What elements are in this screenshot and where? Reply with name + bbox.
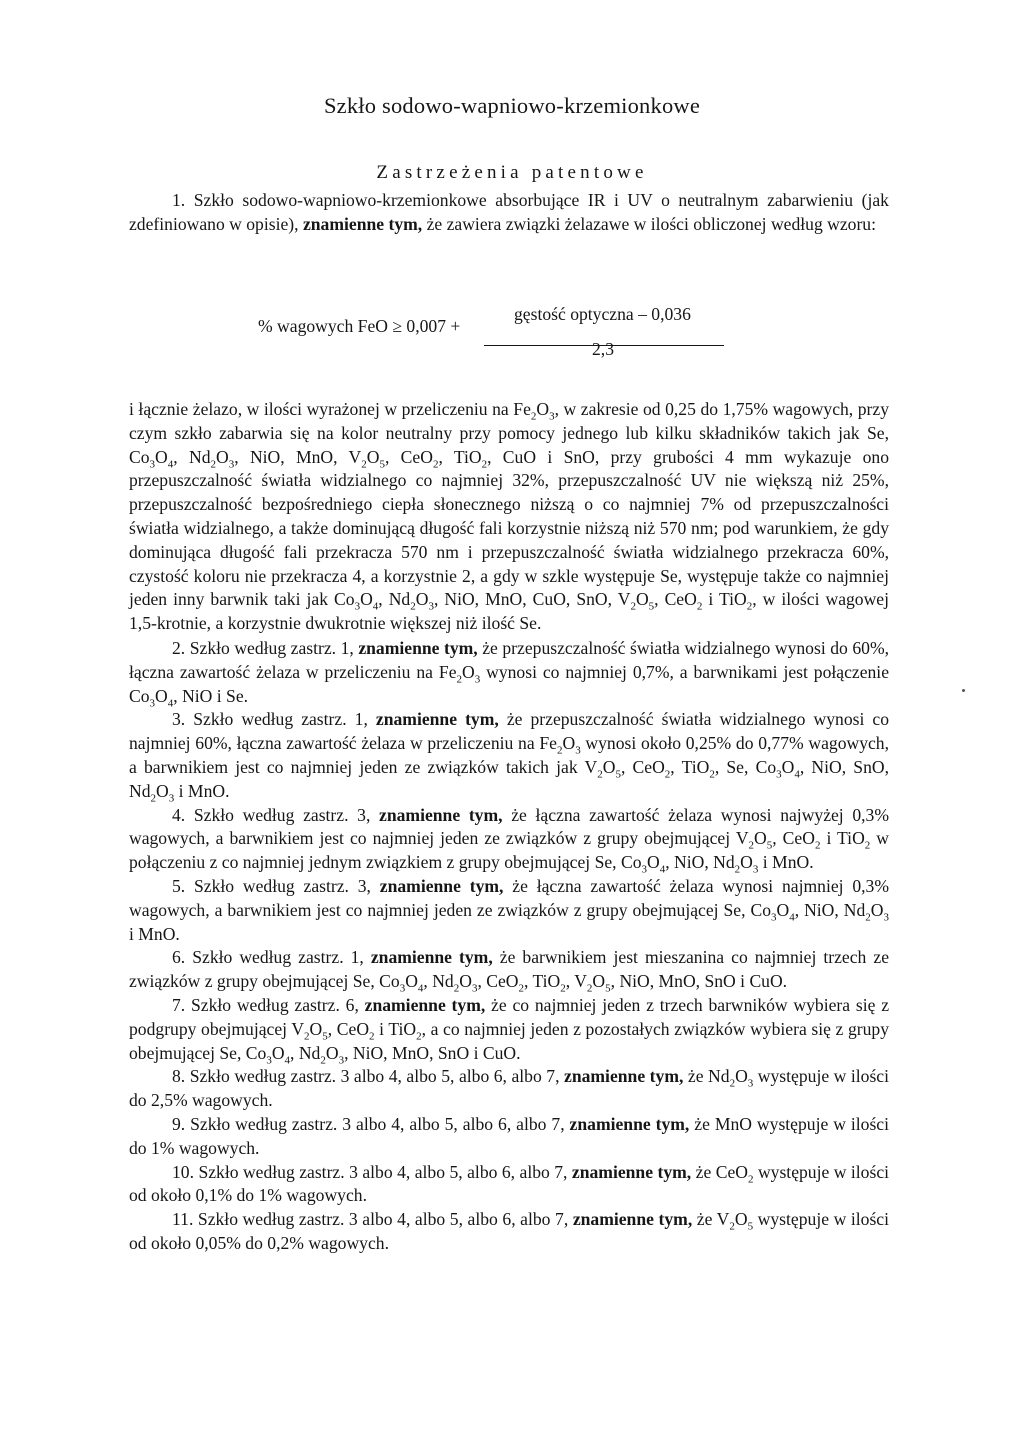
claim-text: że przepuszczalność światła widzialnego wynosi do 60%, łączna zawartość żelaza w przeliczeniu na $Fe_2O_3$ wynosi co najmniej 0,7%, a barwnikami jest połączenie $Co_3O_4$, NiO i Se. — [129, 638, 890, 710]
claim-1-intro — [129, 189, 889, 237]
claim-1-intro-text: Szkło sodowo-wapniowo-krzemionkowe absorbujące IR i UV o neutralnym zabarwieniu (jak zdefiniowano w opisie), — [129, 190, 889, 234]
formula-lhs: % wagowych FeO ≥ 0,007 + — [258, 316, 461, 336]
claim-bold: znamienne tym, — [571, 1161, 692, 1182]
claim-bold: znamienne tym, — [379, 804, 503, 825]
claim-9 — [129, 1113, 889, 1161]
claim-1-bold: znamienne tym, — [302, 213, 423, 234]
claim-2 — [129, 637, 889, 708]
claim-5 — [129, 875, 889, 946]
claim-bold: znamienne tym, — [358, 638, 478, 658]
claim-text: że łączna zawartość żelaza wynosi najmniej 0,3% wagowych, a barwnikiem jest co najmniej jeden ze związków z grupy obejmującej Se, $Co_3O_4$, NiO, $Nd_2O_3$ i MnO. — [129, 875, 890, 944]
feo-formula — [258, 301, 738, 373]
claim-bold: znamienne tym, — [375, 709, 499, 730]
scan-speck — [962, 689, 965, 692]
claim-prefix: 7. Szkło według zastrz. 6, — [172, 994, 365, 1015]
claim-11 — [129, 1208, 889, 1256]
claim-1-intro-end: że zawiera związki żelazawe w ilości obliczonej według wzoru: — [426, 213, 876, 234]
claim-text: że CeO$_2$ występuje w ilości od około 0,1% do 1% wagowych. — [129, 1161, 890, 1206]
claim-text: że $V_2O_5$ występuje w ilości od około 0,05% do 0,2% wagowych. — [129, 1209, 889, 1253]
claim-text: że $Nd_2O_3$ występuje w ilości do 2,5% wagowych. — [129, 1066, 890, 1111]
claim-prefix: 10. Szkło według zastrz. 3 albo 4, albo 5, albo 6, albo 7, — [172, 1161, 572, 1182]
claim-text: że przepuszczalność światła widzialnego wynosi co najmniej 60%, łączna zawartość żelaza w przeliczeniu na $Fe_2O_3$ wynosi około 0,25% do 0,77% wagowych, a barwnikiem jest co najmniej jeden ze związków takich jak $V_2O_5$, CeO$_2$, TiO$_2$, Se, $Co_3O_4$, NiO, SnO, $Nd_2O_3$ i MnO. — [129, 709, 890, 805]
claim-bold: znamienne tym, — [364, 994, 486, 1015]
formula-numerator: gęstość optyczna – 0,036 — [514, 304, 691, 324]
claim-bold: znamienne tym, — [379, 875, 504, 896]
claim-bold: znamienne tym, — [569, 1113, 690, 1134]
claim-prefix: 4. Szkło według zastrz. 3, — [172, 804, 380, 825]
claim-text: że łączna zawartość żelaza wynosi najwyżej 0,3% wagowych, a barwnikiem jest co najmniej jeden ze związków z grupy obejmującej $V_2O_5$, CeO$_2$ i TiO$_2$ w połączeniu z co najmniej jednym związkiem z grupy obejmującej Se, $Co_3O_4$, NiO, $Nd_2O_3$ i MnO. — [129, 804, 890, 876]
claim-text: że MnO występuje w ilości do 1% wagowych. — [129, 1113, 889, 1158]
section-heading: Zastrzeżenia patentowe — [376, 162, 648, 183]
claim-1-number: 1. — [172, 190, 186, 210]
claim-3 — [129, 708, 889, 803]
claim-prefix: 8. Szkło według zastrz. 3 albo 4, albo 5, albo 6, albo 7, — [172, 1066, 565, 1087]
claim-text: że barwnikiem jest mieszanina co najmniej trzech ze związków z grupy obejmującej Se, $Co_3O_4$, $Nd_2O_3$, CeO$_2$, TiO$_2$, $V_2O_5$, NiO, MnO, SnO i CuO. — [129, 947, 889, 995]
claims-list — [129, 637, 889, 1256]
claim-8 — [129, 1065, 889, 1113]
claim-prefix: 11. Szkło według zastrz. 3 albo 4, albo 5, albo 6, albo 7, — [172, 1209, 573, 1230]
claim-prefix: 9. Szkło według zastrz. 3 albo 4, albo 5, albo 6, albo 7, — [172, 1113, 570, 1134]
claim-10 — [129, 1161, 889, 1209]
claim-prefix: 6. Szkło według zastrz. 1, — [172, 947, 371, 968]
claim-prefix: 3. Szkło według zastrz. 1, — [172, 709, 376, 730]
claim-1-body: i łącznie żelazo, w ilości wyrażonej w przeliczeniu na $Fe_2O_3$, w zakresie od 0,25 do 1,75% wagowych, przy czym szkło zabarwia się na kolor neutralny przy pomocy jednego lub kilku składników takich jak Se, $Co_3O_4$, $Nd_2O_3$, NiO, MnO, $V_2O_5$, CeO$_2$, TiO$_2$, CuO i SnO, przy grubości 4 mm wykazuje ono przepuszczalność światła widzialnego co najmniej 32%, przepuszczalność UV nie większą niż 25%, przepuszczalność bezpośredniego ciepła słonecznego niższą o co najmniej 7% od przepuszczalności światła widzialnego, a także dominującą długość fali korzystnie niższą niż 570 nm; pod warunkiem, że gdy dominująca długość fali przekracza 570 nm i przepuszczalność światła widzialnego przekracza 60%, czystość koloru nie przekracza 4, a korzystnie 2, a gdy w szkle występuje Se, występuje także co najmniej jeden inny barwnik taki jak $Co_3O_4$, $Nd_2O_3$, NiO, MnO, CuO, SnO, $V_2O_5$, CeO$_2$ i TiO$_2$, w ilości wagowej 1,5-krotnie, a korzystnie dwukrotnie większej niż ilość Se. — [129, 399, 890, 634]
claim-prefix: 5. Szkło według zastrz. 3, — [172, 875, 380, 896]
claim-bold: znamienne tym, — [564, 1066, 684, 1087]
formula-denominator: 2,3 — [592, 339, 614, 359]
claim-7 — [129, 994, 889, 1065]
claim-prefix: 2. Szkło według zastrz. 1, — [172, 638, 359, 658]
document-title: Szkło sodowo-wapniowo-krzemionkowe — [323, 93, 701, 118]
claim-text: że co najmniej jeden z trzech barwników wybiera się z podgrupy obejmującej $V_2O_5$, CeO$_2$ i TiO$_2$, a co najmniej jeden z pozostałych związków wybiera się z grupy obejmującej Se, $Co_3O_4$, $Nd_2O_3$, NiO, MnO, SnO i CuO. — [129, 994, 890, 1067]
claim-6 — [129, 946, 889, 994]
claim-bold: znamienne tym, — [572, 1209, 693, 1230]
claim-bold: znamienne tym, — [370, 947, 493, 968]
claim-4 — [129, 804, 889, 875]
